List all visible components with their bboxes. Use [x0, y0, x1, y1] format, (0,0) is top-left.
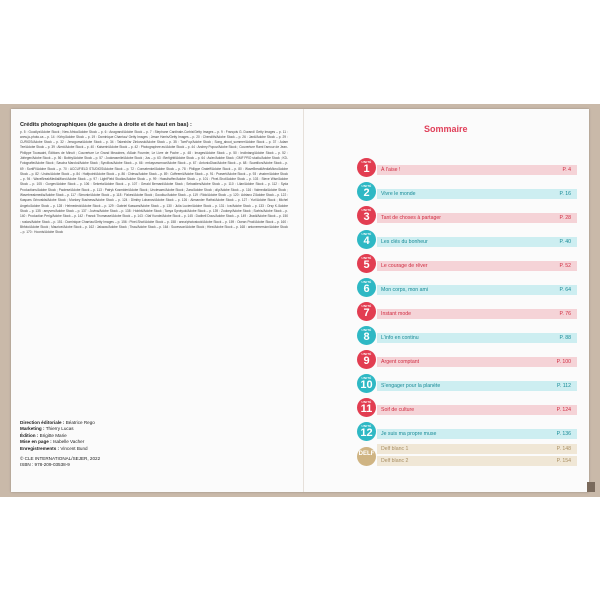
- toc-label: Argent comptant: [381, 358, 420, 365]
- unit-number: 4: [363, 234, 370, 247]
- toc-label: À l'aise !: [381, 166, 401, 173]
- toc-unit-7[interactable]: [357, 300, 579, 324]
- toc-bar: [377, 381, 577, 391]
- unit-badge-label: UNITÉ: [361, 351, 372, 356]
- toc-page: P. 100: [556, 358, 571, 365]
- unit-badge-label: UNITÉ: [361, 399, 372, 404]
- toc-bar: [377, 213, 577, 223]
- toc-page: P. 16: [559, 190, 571, 197]
- toc-page: P. 88: [559, 334, 571, 341]
- toc-delf-2[interactable]: [377, 456, 577, 466]
- unit-number: 8: [363, 330, 370, 343]
- unit-badge-label: UNITÉ: [361, 375, 372, 380]
- delf-badge: [357, 447, 376, 466]
- toc-unit-8[interactable]: [357, 324, 579, 348]
- sommaire-title: Sommaire: [424, 124, 468, 134]
- toc-page: P. 154: [556, 457, 571, 464]
- unit-number: 10: [360, 378, 373, 391]
- toc-unit-9[interactable]: [357, 348, 579, 372]
- unit-badge-label: UNITÉ: [361, 303, 372, 308]
- unit-number: 1: [363, 162, 370, 175]
- staff-person: Béatrice Rego: [65, 420, 95, 425]
- editorial-staff: [20, 420, 220, 469]
- staff-person: Brigitte Marie: [39, 432, 67, 438]
- staff-line: [20, 446, 220, 452]
- table-of-contents: [357, 156, 579, 472]
- toc-unit-12[interactable]: [357, 420, 579, 444]
- toc-bar: [377, 189, 577, 199]
- toc-delf-1[interactable]: [377, 444, 577, 454]
- delf-badge-label: DELF: [358, 451, 375, 457]
- unit-number: 12: [360, 426, 373, 439]
- toc-page: P. 136: [556, 430, 571, 437]
- toc-page: P. 40: [559, 238, 571, 245]
- staff-role: Édition :: [20, 432, 39, 438]
- staff-person: Thierry Lucas: [45, 426, 74, 432]
- toc-bar: [377, 405, 577, 415]
- unit-badge: [357, 206, 376, 225]
- unit-badge: [357, 158, 376, 177]
- toc-page: P. 112: [557, 382, 571, 389]
- toc-label: Soif de culture: [381, 406, 415, 413]
- toc-label: Vivre le monde: [381, 190, 416, 197]
- toc-unit-2[interactable]: [357, 180, 579, 204]
- unit-badge: [357, 398, 376, 417]
- toc-label: Je suis ma propre muse: [381, 430, 437, 437]
- toc-bar: [377, 261, 577, 271]
- unit-number: 2: [363, 186, 370, 199]
- toc-label: Instant mode: [381, 310, 411, 317]
- toc-page: P. 76: [559, 310, 571, 317]
- unit-badge-label: UNITÉ: [361, 183, 372, 188]
- unit-badge-label: UNITÉ: [361, 279, 372, 284]
- toc-bar: [377, 429, 577, 439]
- unit-badge: [357, 326, 376, 345]
- toc-label: Tant de choses à partager: [381, 214, 441, 221]
- staff-person: Vincent Bund: [60, 445, 88, 451]
- credits-text: p. 5 : Goodlyz/Adobe Stock ; New Africa/Adobe Stock – p. 6 : Anagrand/Adobe Stock – p. 7 : Stephane Cardinale-Corbis/Getty Images – p. 9 : François G. Durand/ Getty Images – p. 11 : www.jo-photo.ca – p. 14 : Kirby/Adobe Stock – p. 19 : Dominique Charriau/ Getty Images ; Jesse Harris/Getty Images – p. 20 : Chendith/Adobe Stock – p. 26 : Jardi/Adobe Stock – p. 29 : CURIOS/Adobe Stock – p. 32 : Jenoguma/Adobe Stock – p. 34 : Takeshi/ar Zinkovsk/Adobe Stock – p. 35 : TomFoy/Adobe Stock ; Song_about_summer/Adobe Stock – p. 37 : Adam Tee/Adobe Stock – p. 39 : Alexi/Adobe Stock – p. 40 : Kaiserin/Adobe Stock – p. 42 : Photographee.eu/Adobe Stock – p. 44 : Andrey Popov/Adobe Stock ; Couverture Rami l'amour de Jean-Philippe Toussaint, Éditions de Minuit ; Couverture Le Grand Meaulnes, d'Alain Fournier, Le Livre de Poche – p. 48 : Images/Adobe Stock – p. 50 : leolintang/Adobe Stock – p. 52 : Jdrieger/Adobe Stock – p. 56 : Bobby/Adobe Stock – p. 57 : Jookeasmile/Adobe Stock ; Jus – p. 63 : Berlightt/Adobe Stock – p. 64 : Asier/Adobe Stock ; GMF PRO studio/Adobe Stock ; KD-Fotografie/Adobe Stock ; Sascha Marolot/Adobe Stock ; Syrcillos/Adobe Stock – p. 66 : mrkaysmorrow/Adobe Stock – p. 67 : AntonioDiaz/Adobe Stock – p. 68 : Scantlion/Adobe Stock – p. 69 : SortiFi/Adobe Stock – p. 70 : ACCUFIELD STUDIOS/Adobe Stock – p. 72 : Conselenkel/Adobe Stock – p. 78 : Philippe Grateff/Adobe Stock – p. 80 : WaveBreakMediaMicro/Adobe Stock – p. 82 : Urubu/Adobe Stock – p. 84 : Halfpoint/Adobe Stock – p. 86 : Chiesa/Adobe Stock – p. 89 : Coffeemii/Adobe Stock – p. 91 : Prasert/Adobe Stock – p. 93 : visstrm/Adobe Stock – p. 94 : WaveBreakMediaMicro/Adobe Stock – p. 97 : LightField Studios/Adobe Stock – p. 99 : Hasslhoffer/Adobe Stock – p. 101 : Pixel-Shot/Adobe Stock – p. 103 : Steve Wise/Adobe Stock – p. 105 : Gorgev/Adobe Stock – p. 106 : Sekreta/Adobe Stock – p. 107 : Gerald Bernard/Adobe Stock ; Sebastien/Adobe Stock – p. 110 : Lilan/Adobe Stock – p. 112 : Syda Productions/Adobe Stock ; Paolese/Adobe Stock – p. 113 : Patryk Kosmider/Adobe Stock ; Unclesam/Adobe Stock ; Zara/Adobe Stock ; olly/Adobe Stock – p. 116 : Valmedia/Adobe Stock ; Wavebreakmedia/Adobe Stock – p. 117 : Simonkr/Adobe Stock – p. 118 : Fizkes/Adobe Stock ; Goodluz/Adobe Stock – p. 119 : Rido/Adobe Stock – p. 120 : Adriano Z/Adobe Stock – p. 122 : Kaspars Grinvalds/Adobe Stock ; Monkey Business/Adobe Stock – p. 124 : Dimitry Lobanov/Adobe Stock – p. 126 : Alexander Raths/Adobe Stock – p. 127 : Yuri/Adobe Stock ; Michel Angelo/Adobe Stock – p. 128 : Helmedeck/Adobe Stock – p. 129 : Gabriel Kassam/Adobe Stock – p. 130 : Julia Lucien/Adobe Stock – p. 131 : Ice/Adobe Stock – p. 133 : Orsy K./Adobe Stock – p. 135 : amyven/Adobe Stock – p. 137 : Jovina/Adobe Stock – p. 138 : Hobbit/Adobe Stock ; Tanya Syrotyuk/Adobe Stock – p. 139 : Zookey/Adobe Stock ; Sorbis/Adobe Stock – p. 140 : Production Perig/Adobe Stock – p. 142 : Franck Thomasse/Adobe Stock – p. 143 : Olaf Kunde/Adobe Stock – p. 145 : Dodbell Dous/Adobe Stock – p. 149 : Jbadi/Adobe Stock – p. 150 : ruslan/Adobe Stock – p. 151 : Dominique Charriau/Getty Images – p. 156 : Pixel-Shot/Adobe Stock – p. 158 : anna/photostock/Adobe Stock – p. 159 : Ocean Prod/Adobe Stock – p. 160 : Bbfoto/Adobe Stock ; Maurice/Adobe Stock – p. 162 : Jakaow/Adobe Stock ; Tirao/Adobe Stock – p. 164 : Sucesson/Adobe Stock ; Hiex/Adobe Stock – p. 168 : antonemersion/Adobe Stock – p. 170 : Hoonis/Adobe Stock: [20, 129, 288, 235]
- unit-badge-label: UNITÉ: [361, 327, 372, 332]
- toc-page: P. 4: [562, 166, 571, 173]
- toc-unit-11[interactable]: [357, 396, 579, 420]
- toc-label: Les clés du bonheur: [381, 238, 428, 245]
- toc-label: S'engager pour la planète: [381, 382, 441, 389]
- unit-badge: [357, 350, 376, 369]
- toc-label: Delf blanc 2: [381, 457, 409, 464]
- unit-badge: [357, 374, 376, 393]
- unit-number: 5: [363, 258, 370, 271]
- unit-badge: [357, 182, 376, 201]
- unit-badge-label: UNITÉ: [361, 231, 372, 236]
- staff-person: Isabelle Vacher: [52, 439, 85, 445]
- isbn: ISBN : 978-209-03538-9: [20, 462, 70, 468]
- toc-label: Delf blanc 1: [381, 445, 409, 452]
- toc-unit-3[interactable]: [357, 204, 579, 228]
- copyright: © CLE INTERNATIONAL/SEJER, 2022: [20, 456, 101, 462]
- staff-role: Direction éditoriale :: [20, 420, 65, 425]
- staff-role: Enregistrements :: [20, 445, 60, 451]
- toc-bar: [377, 237, 577, 247]
- staff-role: Marketing :: [20, 426, 45, 432]
- unit-badge: [357, 278, 376, 297]
- toc-bar: [377, 165, 577, 175]
- book-spine: [303, 109, 304, 492]
- toc-label: L'info en continu: [381, 334, 419, 341]
- unit-number: 3: [363, 210, 370, 223]
- staff-role: Mise en page :: [20, 439, 52, 445]
- toc-unit-5[interactable]: [357, 252, 579, 276]
- unit-badge: [357, 302, 376, 321]
- toc-label: Mon corps, mon ami: [381, 286, 428, 293]
- unit-number: 6: [363, 282, 370, 295]
- unit-badge: [357, 230, 376, 249]
- unit-number: 9: [363, 354, 370, 367]
- toc-unit-1[interactable]: [357, 156, 579, 180]
- toc-unit-6[interactable]: [357, 276, 579, 300]
- toc-page: P. 64: [559, 286, 571, 293]
- toc-page: P. 28: [559, 214, 571, 221]
- toc-label: Le courage de rêver: [381, 262, 428, 269]
- unit-number: 7: [363, 306, 370, 319]
- unit-number: 11: [360, 402, 373, 415]
- toc-bar: [377, 357, 577, 367]
- toc-page: P. 124: [556, 406, 571, 413]
- toc-page: P. 52: [559, 262, 571, 269]
- unit-badge-label: UNITÉ: [361, 423, 372, 428]
- toc-bar: [377, 333, 577, 343]
- credits-title: Crédits photographiques (de gauche à droite et de haut en bas) :: [20, 122, 192, 128]
- toc-page: P. 148: [556, 445, 571, 452]
- unit-badge-label: UNITÉ: [361, 159, 372, 164]
- unit-badge: [357, 254, 376, 273]
- toc-bar: [377, 285, 577, 295]
- unit-badge-label: UNITÉ: [361, 255, 372, 260]
- toc-delf-section: [357, 444, 579, 472]
- toc-unit-4[interactable]: [357, 228, 579, 252]
- unit-badge-label: UNITÉ: [361, 207, 372, 212]
- page-tab-marker: [587, 482, 595, 492]
- toc-bar: [377, 309, 577, 319]
- unit-badge: [357, 422, 376, 441]
- photo-credits: [20, 122, 288, 235]
- toc-unit-10[interactable]: [357, 372, 579, 396]
